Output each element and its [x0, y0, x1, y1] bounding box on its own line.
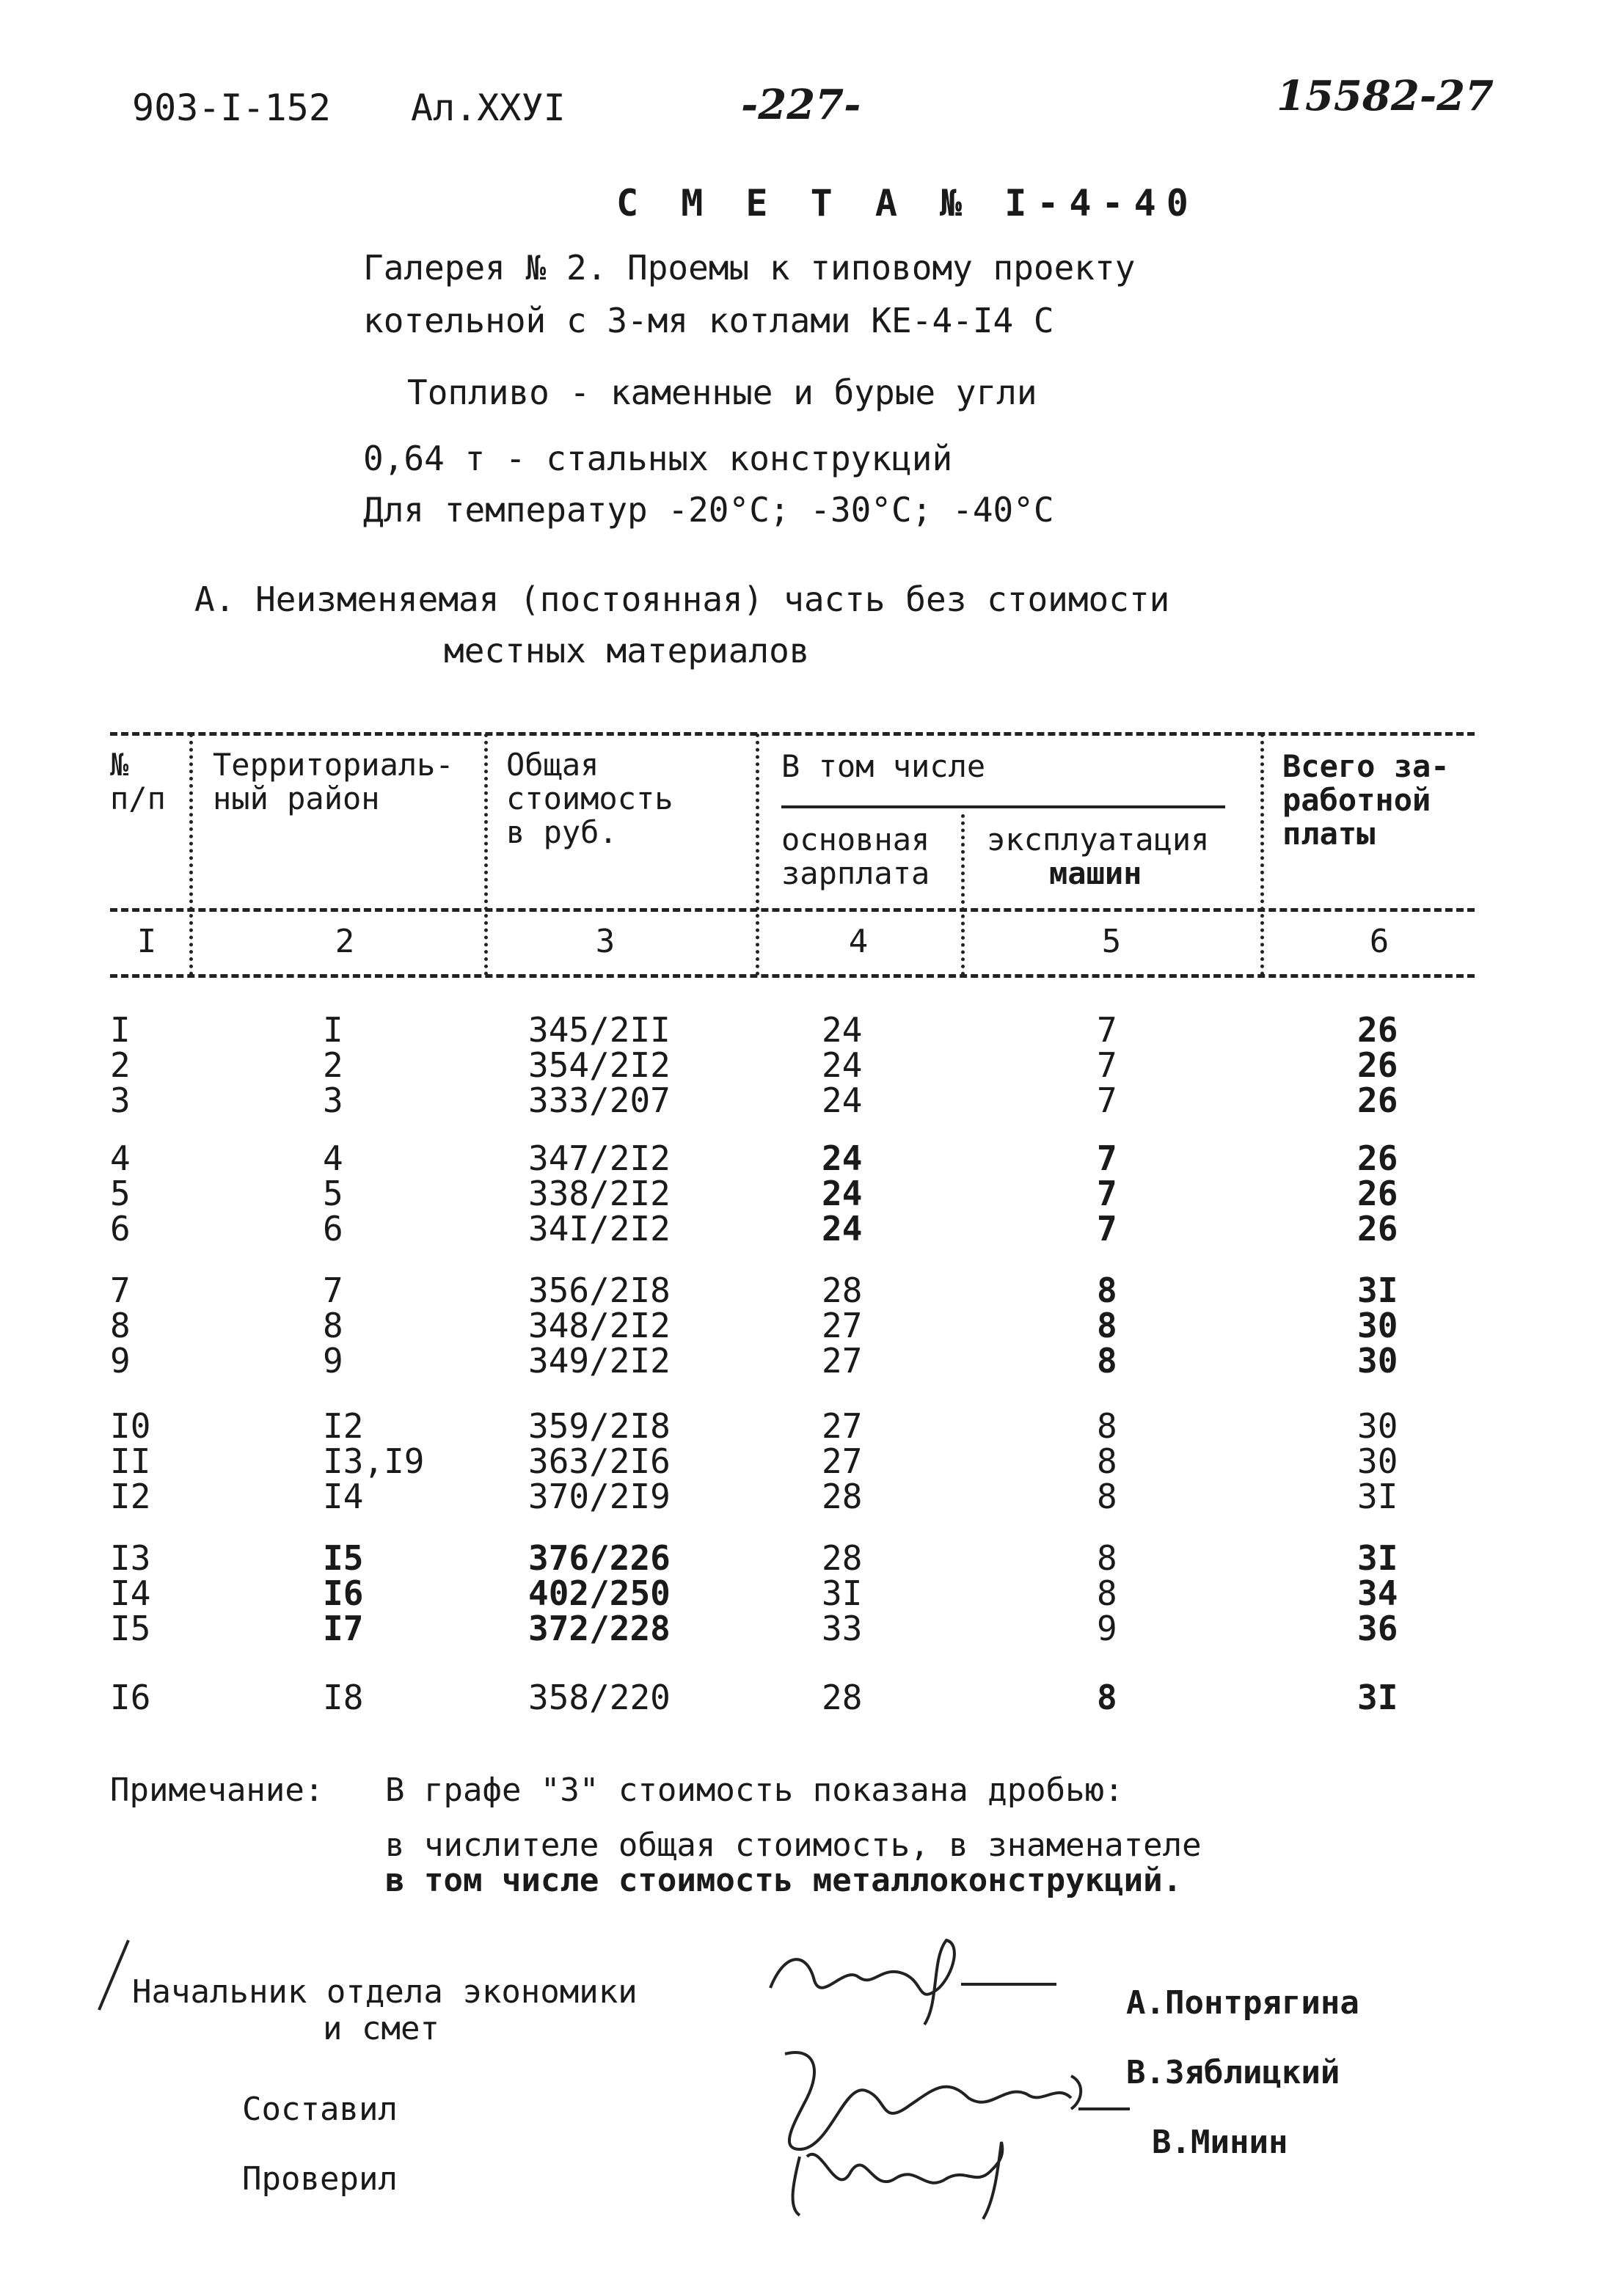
wages-cell: 3I 30 30: [1357, 1271, 1398, 1381]
salary-cell: 28: [822, 1678, 863, 1717]
page-number: -227-: [741, 81, 861, 129]
title-line-3: Топливо - каменные и бурые угли: [407, 373, 1037, 412]
wages-cell: 26 26 26: [1357, 1138, 1398, 1248]
role-compiled: Составил: [242, 2091, 398, 2128]
col-number-3: 3: [595, 923, 616, 960]
header-wages-b: работной: [1282, 782, 1431, 818]
sheet-number: 15582-27: [1277, 72, 1494, 120]
salary-cell: 27 27 28: [822, 1406, 863, 1516]
row-number-cell: I0 II I2: [110, 1406, 151, 1516]
role-checked: Проверил: [242, 2160, 398, 2198]
name-1: А.Понтрягина: [1126, 1984, 1359, 2022]
estimate-title: С М Е Т А № I-4-40: [616, 182, 1199, 224]
header-total-c: в руб.: [506, 814, 618, 850]
district-cell: I5 I6 I7: [323, 1538, 364, 1648]
title-line-4: 0,64 т - стальных конструкций: [363, 439, 953, 478]
section-heading-1: А. Неизменяемая (постоянная) часть без стоимости: [194, 580, 1170, 619]
note-line-3: в том числе стоимость металлоконструкций.: [385, 1862, 1183, 1899]
header-total-b: стоимость: [506, 780, 673, 816]
name-2: В.Зяблицкий: [1126, 2054, 1340, 2091]
group-underline: [781, 805, 1225, 808]
header-num-a: №: [110, 747, 129, 783]
album-number: Ал.XXУI: [411, 87, 566, 129]
machines-cell: 7 7 7: [1097, 1010, 1117, 1120]
header-wages-a: Всего за-: [1282, 748, 1450, 784]
header-machines-a: эксплуатация: [987, 822, 1210, 858]
note-label: Примечание:: [110, 1772, 324, 1809]
machines-cell: 8 8 9: [1097, 1538, 1117, 1648]
title-line-2: котельной с 3-мя котлами КЕ-4-I4 С: [363, 301, 1054, 340]
machines-cell: 8 8 8: [1097, 1406, 1117, 1516]
col-number-5: 5: [1101, 923, 1122, 960]
wages-cell: 30 30 3I: [1357, 1406, 1398, 1516]
district-cell: I 2 3: [323, 1010, 343, 1120]
row-number-cell: 7 8 9: [110, 1271, 131, 1381]
wages-cell: 3I: [1357, 1678, 1398, 1717]
row-number-cell: 4 5 6: [110, 1138, 131, 1248]
district-cell: I8: [323, 1678, 364, 1717]
col-number-6: 6: [1369, 923, 1390, 960]
machines-cell: 8 8 8: [1097, 1271, 1117, 1381]
total-cost-cell: 345/2II 354/2I2 333/207: [528, 1010, 671, 1120]
header-wages-c: платы: [1282, 816, 1376, 852]
col-divider-5: [1260, 734, 1264, 976]
signature-3: [778, 2127, 1027, 2223]
title-line-1: Галерея № 2. Проемы к типовому проекту: [363, 248, 1136, 288]
header-district-a: Территориаль-: [213, 747, 454, 783]
district-cell: I2 I3,I9 I4: [323, 1406, 425, 1516]
machines-cell: 7 7 7: [1097, 1138, 1117, 1248]
note-line-1: В графе "3" стоимость показана дробью:: [385, 1772, 1124, 1809]
district-cell: 4 5 6: [323, 1138, 343, 1248]
role-head-economics: Начальник отдела экономики: [132, 1973, 638, 2011]
table-header-rule: [110, 908, 1475, 912]
header-salary-a: основная: [781, 822, 930, 858]
row-number-cell: I 2 3: [110, 1010, 131, 1120]
total-cost-cell: 347/2I2 338/2I2 34I/2I2: [528, 1138, 671, 1248]
total-cost-cell: 358/220: [528, 1678, 671, 1717]
role-head-economics-2: и смет: [323, 2010, 439, 2047]
header-district-b: ный район: [213, 780, 380, 816]
wages-cell: 3I 34 36: [1357, 1538, 1398, 1648]
salary-cell: 24 24 24: [822, 1138, 863, 1248]
total-cost-cell: 356/2I8 348/2I2 349/2I2: [528, 1271, 671, 1381]
header-num-b: п/п: [110, 780, 166, 816]
row-number-cell: I3 I4 I5: [110, 1538, 151, 1648]
col-divider-3: [756, 734, 759, 976]
total-cost-cell: 359/2I8 363/2I6 370/2I9: [528, 1406, 671, 1516]
header-total-a: Общая: [506, 747, 599, 783]
table-numbers-rule: [110, 974, 1475, 978]
name-3: В.Минин: [1152, 2124, 1288, 2161]
doc-code: 903-I-152: [132, 87, 331, 129]
col-number-1: I: [136, 923, 157, 960]
machines-cell: 8: [1097, 1678, 1117, 1717]
col-number-2: 2: [335, 923, 355, 960]
total-cost-cell: 376/226 402/250 372/228: [528, 1538, 671, 1648]
col-divider-4: [961, 814, 965, 976]
title-line-5: Для температур -20°С; -30°С; -40°С: [363, 490, 1054, 530]
salary-cell: 28 27 27: [822, 1271, 863, 1381]
header-group: В том числе: [781, 748, 986, 784]
header-machines-b: машин: [1049, 855, 1142, 891]
row-number-cell: I6: [110, 1678, 151, 1717]
district-cell: 7 8 9: [323, 1271, 343, 1381]
table-top-rule: [110, 732, 1475, 736]
salary-cell: 24 24 24: [822, 1010, 863, 1120]
margin-mark: [92, 1937, 136, 2017]
section-heading-2: местных материалов: [444, 631, 810, 670]
signature-1: [756, 1937, 1064, 2032]
wages-cell: 26 26 26: [1357, 1010, 1398, 1120]
note-line-2: в числителе общая стоимость, в знаменателе: [385, 1827, 1202, 1864]
col-divider-2: [484, 734, 488, 976]
salary-cell: 28 3I 33: [822, 1538, 863, 1648]
header-salary-b: зарплата: [781, 855, 930, 891]
col-number-4: 4: [848, 923, 869, 960]
